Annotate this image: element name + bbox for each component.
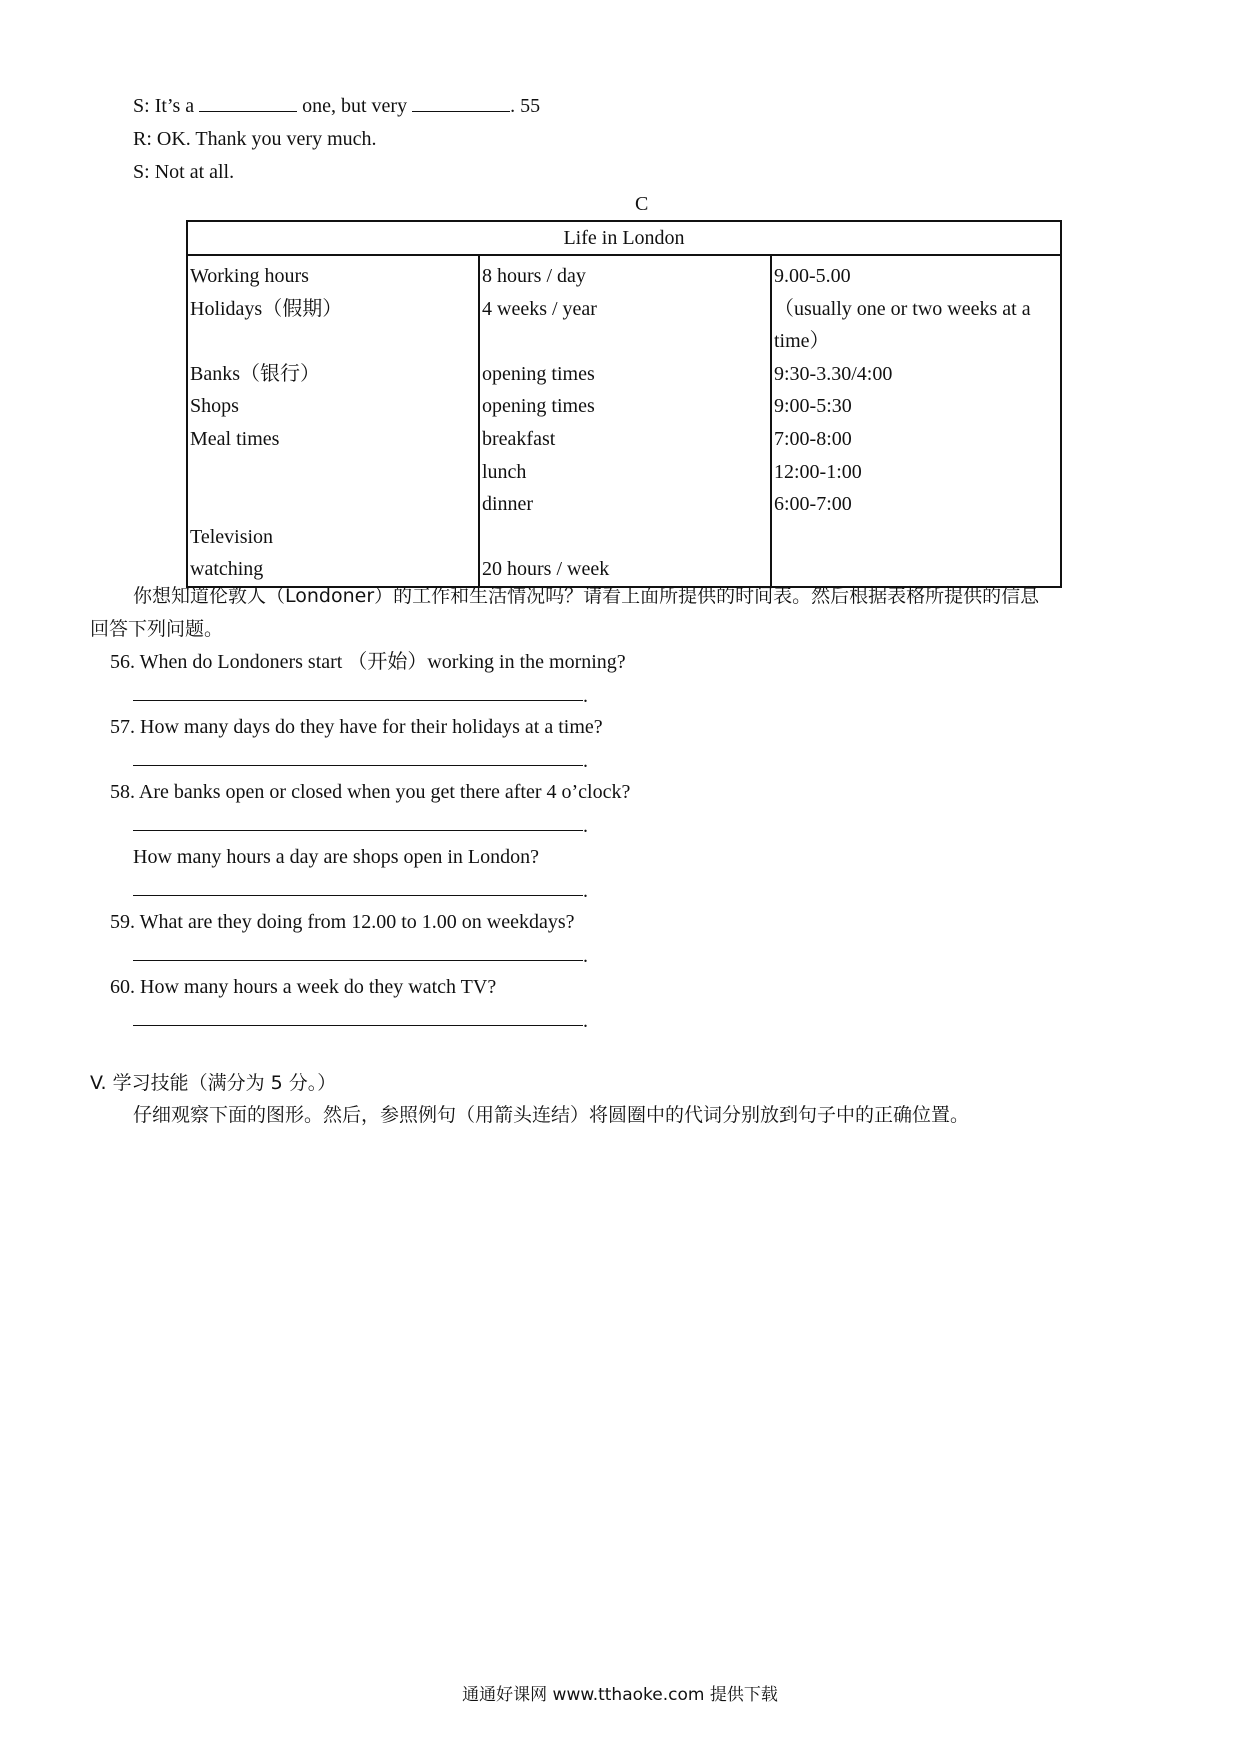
- cell: Banks（银行）: [190, 362, 320, 385]
- table-col-category: [187, 255, 479, 587]
- cell: 8 hours / day: [482, 265, 586, 287]
- question-56: 56. When do Londoners start （开始）working in the morning?: [110, 651, 626, 673]
- cell: [774, 553, 1058, 586]
- cell: breakfast: [482, 427, 556, 450]
- question-58: 58. Are banks open or closed when you get there after 4 o’clock?: [110, 781, 631, 803]
- answer-line-58a[interactable]: [133, 830, 583, 831]
- cell: lunch: [482, 460, 527, 483]
- fill-blank[interactable]: [199, 93, 297, 112]
- section-v-heading: V. 学习技能（满分为 5 分。）: [90, 1072, 337, 1094]
- answer-line-58b[interactable]: [133, 895, 583, 896]
- dialogue-line-1: [133, 93, 540, 119]
- cell: [190, 488, 476, 521]
- dialogue-text: OK. Thank you very much.: [156, 128, 377, 150]
- answer-period: .: [583, 1010, 588, 1032]
- answer-line-56[interactable]: [133, 700, 583, 701]
- cell: [482, 325, 768, 358]
- cell: [190, 456, 476, 489]
- answer-line-60[interactable]: [133, 1025, 583, 1026]
- section-v-instruction: 仔细观察下面的图形。然后，参照例句（用箭头连结）将圆圈中的代词分别放到句子中的正确位置。: [133, 1104, 970, 1126]
- cell: 7:00-8:00: [774, 427, 852, 450]
- table-title: Life in London: [187, 221, 1061, 255]
- cell: Shops: [190, 395, 239, 418]
- dialogue-line-3: [133, 159, 234, 185]
- cell: （usually one or two weeks at a time）: [774, 297, 1031, 353]
- speaker: R:: [133, 128, 152, 150]
- answer-period: .: [583, 685, 588, 707]
- speaker: S:: [133, 161, 150, 183]
- page-footer: 通通好课网 www.tthaoke.com 提供下载: [462, 1685, 778, 1705]
- cell: Television: [190, 525, 274, 548]
- answer-period: .: [583, 815, 588, 837]
- table-col-detail: [479, 255, 771, 587]
- dialogue-text: Not at all.: [154, 161, 235, 183]
- speaker: S:: [133, 95, 150, 117]
- cell: 4 weeks / year: [482, 297, 597, 320]
- cell: [774, 521, 1058, 554]
- cell: 9.00-5.00: [774, 265, 851, 287]
- life-in-london-table: [186, 220, 1062, 588]
- dialogue-text: one, but very: [302, 95, 408, 117]
- answer-line-57[interactable]: [133, 765, 583, 766]
- cell: 9:30-3.30/4:00: [774, 362, 893, 385]
- table-col-time: [771, 255, 1061, 587]
- instruction-line-2: 回答下列问题。: [90, 618, 224, 640]
- fill-blank[interactable]: [412, 93, 510, 112]
- cell: Holidays（假期）: [190, 297, 343, 320]
- cell: 20 hours / week: [482, 558, 610, 581]
- cell: opening times: [482, 395, 595, 418]
- cell: 9:00-5:30: [774, 395, 852, 418]
- question-59: 59. What are they doing from 12.00 to 1.00 on weekdays?: [110, 911, 575, 933]
- cell: Meal times: [190, 427, 280, 450]
- dialogue-text: It’s a: [154, 95, 195, 117]
- cell: 12:00-1:00: [774, 460, 862, 483]
- answer-period: .: [583, 880, 588, 902]
- answer-line-59[interactable]: [133, 960, 583, 961]
- dialogue-line-2: [133, 126, 377, 152]
- cell: dinner: [482, 493, 534, 516]
- question-57: 57. How many days do they have for their holidays at a time?: [110, 716, 603, 738]
- section-label: C: [635, 193, 649, 215]
- cell: watching: [190, 558, 264, 581]
- answer-period: .: [583, 750, 588, 772]
- cell: [190, 325, 476, 358]
- cell: 6:00-7:00: [774, 493, 852, 516]
- answer-period: .: [583, 945, 588, 967]
- dialogue-text: . 55: [510, 95, 541, 117]
- question-58b: How many hours a day are shops open in London?: [133, 846, 540, 868]
- cell: [482, 521, 768, 554]
- cell: Working hours: [190, 265, 309, 287]
- question-60: 60. How many hours a week do they watch TV?: [110, 976, 497, 998]
- instruction-line-1: 你想知道伦敦人（Londoner）的工作和生活情况吗？请看上面所提供的时间表。然后根据表格所提供的信息: [133, 585, 1040, 607]
- cell: opening times: [482, 362, 595, 385]
